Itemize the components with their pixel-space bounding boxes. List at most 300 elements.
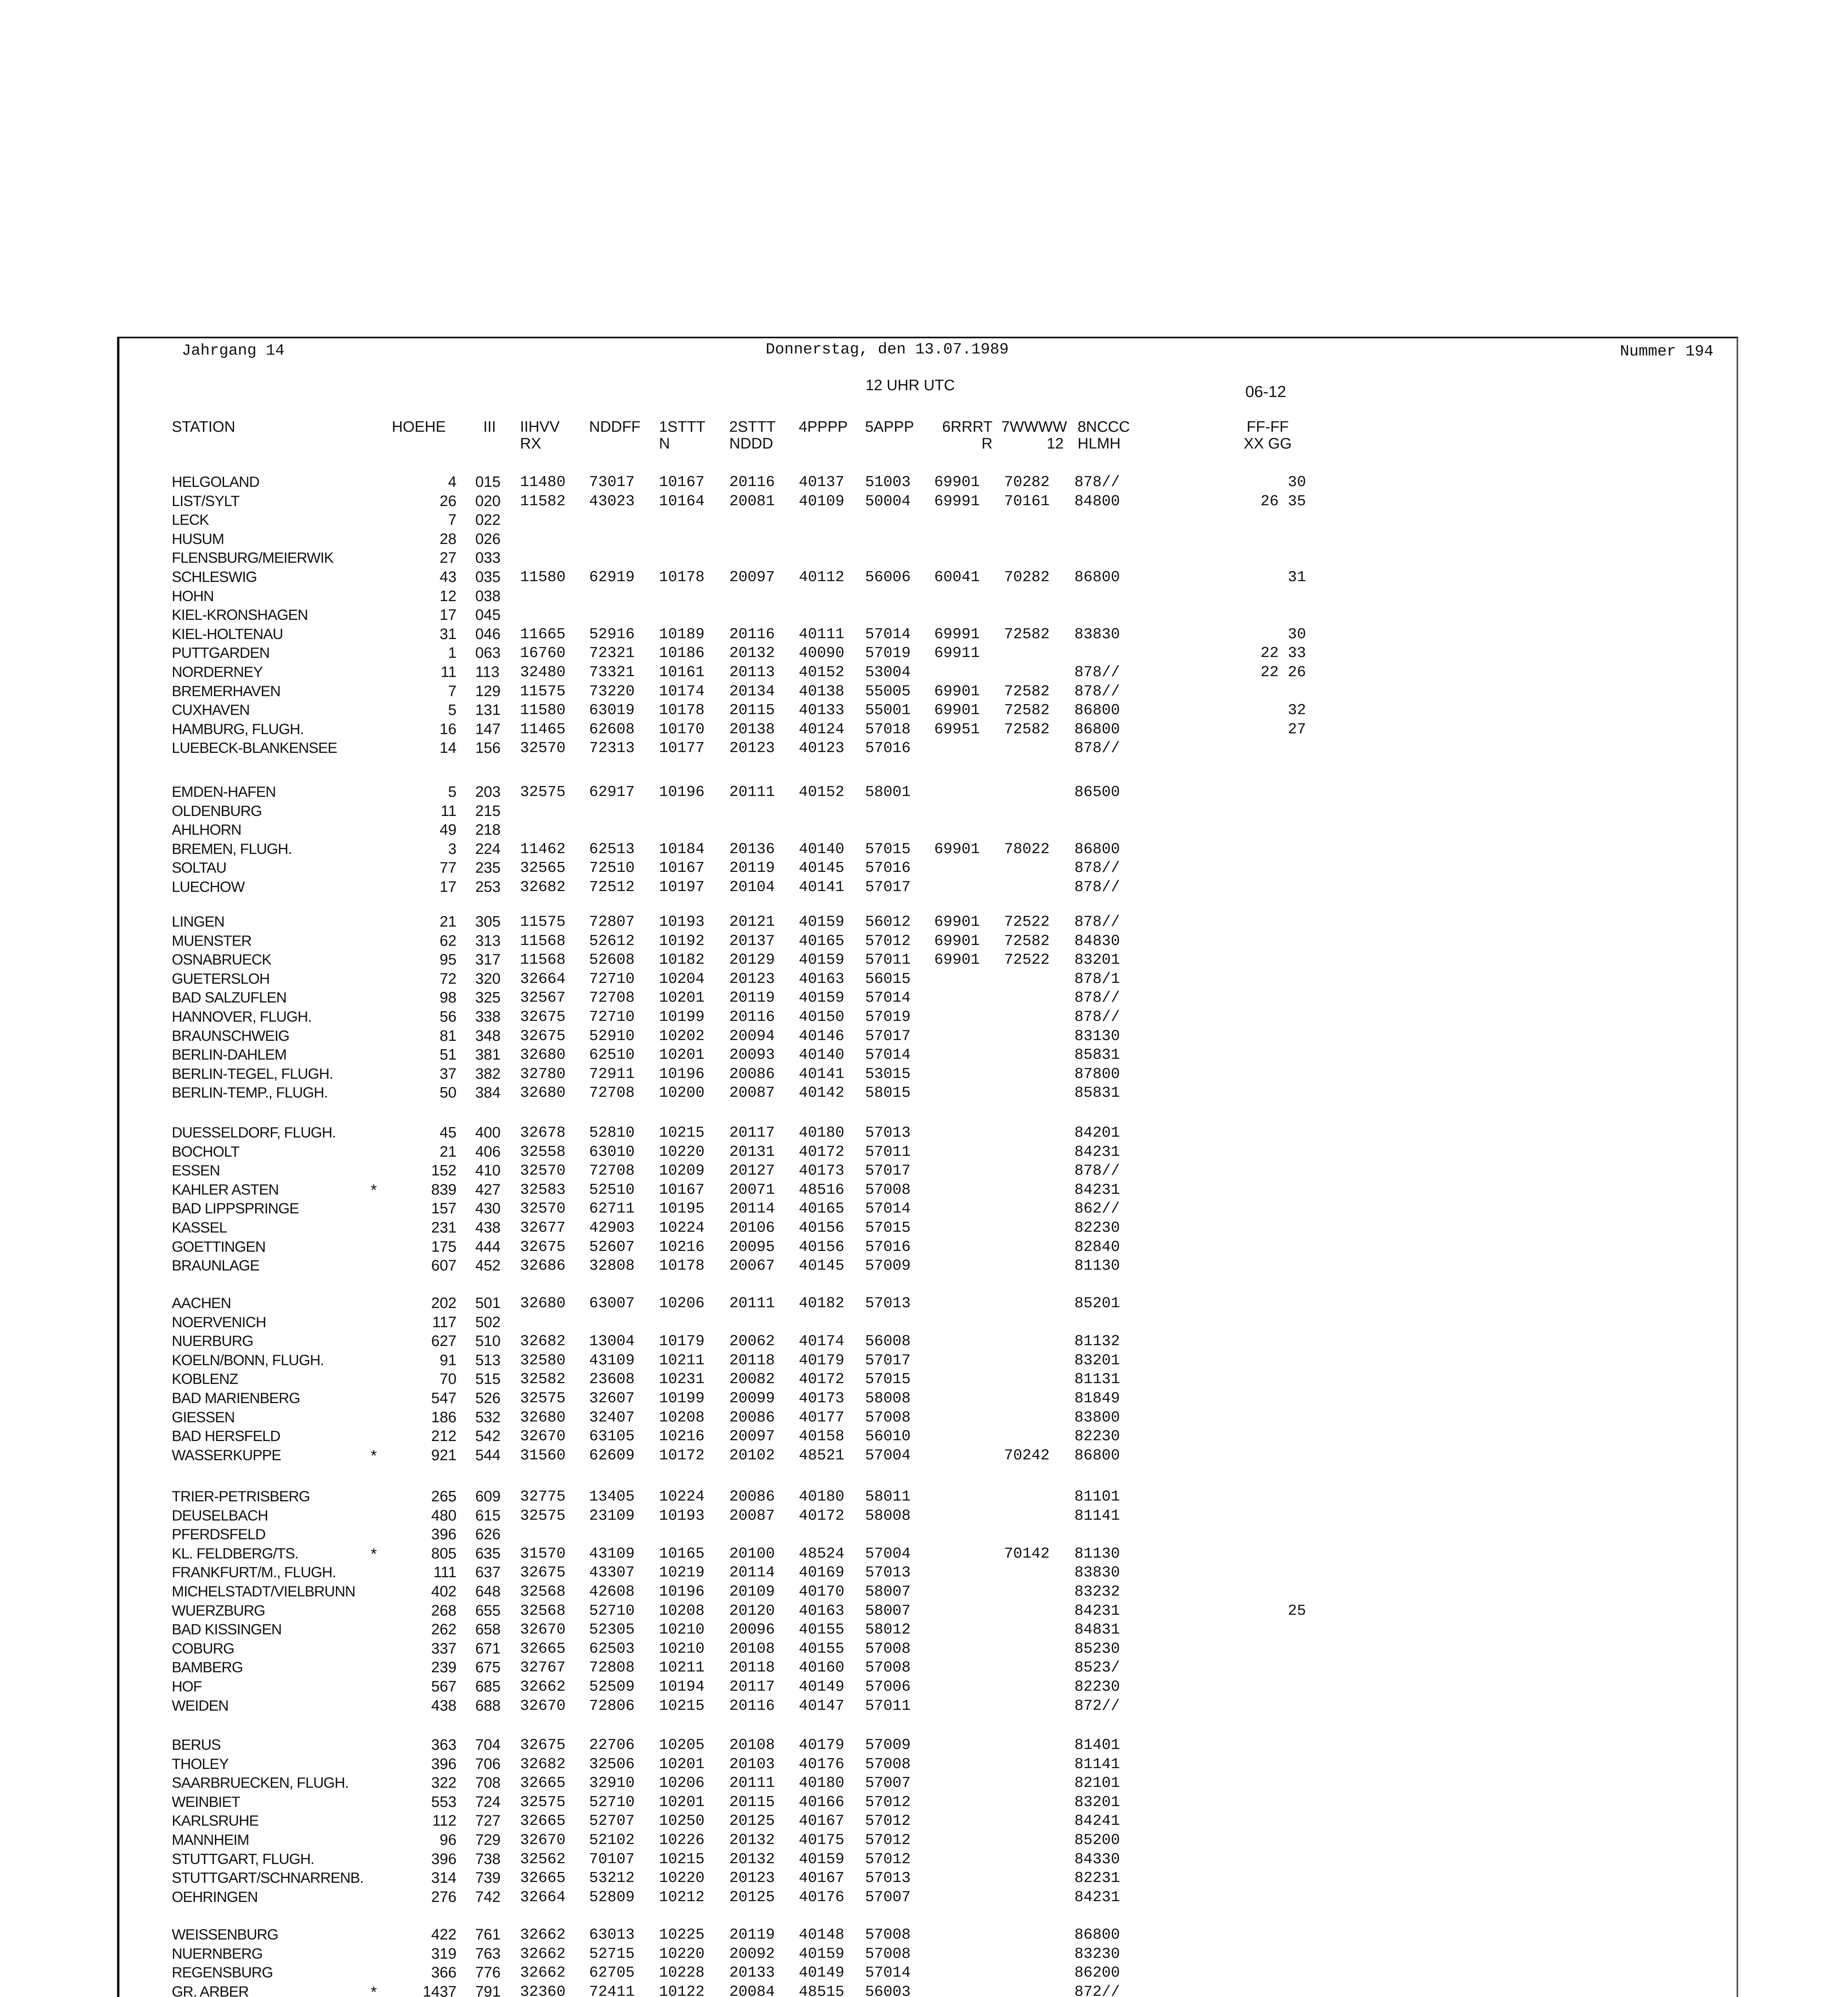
synop-group-2: 52305	[589, 1621, 635, 1639]
synop-group-5: 40111	[799, 625, 845, 643]
station-name: COBURG	[172, 1640, 234, 1657]
synop-group-9: 81131	[1074, 1371, 1120, 1388]
station-name: KOBLENZ	[172, 1371, 238, 1388]
synop-group-3: 10170	[659, 721, 705, 738]
synop-group-6: 57017	[865, 1162, 911, 1180]
synop-group-4: 20113	[729, 664, 775, 681]
synop-group-1: 32567	[520, 989, 566, 1007]
synop-group-5: 40142	[799, 1084, 845, 1102]
synop-group-2: 42903	[589, 1219, 635, 1237]
synop-group-1: 32675	[520, 1008, 566, 1026]
synop-group-4: 20138	[729, 721, 775, 738]
synop-group-3: 10182	[659, 951, 705, 969]
synop-group-3: 10196	[659, 784, 705, 801]
synop-group-3: 10220	[659, 1143, 705, 1161]
synop-group-4: 20129	[729, 951, 775, 969]
synop-group-4: 20119	[729, 860, 775, 877]
synop-group-5: 40133	[799, 702, 845, 719]
table-row	[0, 1640, 1598, 1660]
synop-group-6: 57012	[865, 1812, 911, 1830]
station-height: 547	[431, 1390, 457, 1407]
synop-group-3: 10224	[659, 1488, 705, 1505]
synop-group-6: 57011	[865, 951, 911, 969]
synop-group-4: 20082	[729, 1371, 775, 1388]
station-height: 438	[431, 1697, 457, 1714]
station-name: STUTTGART, FLUGH.	[172, 1850, 314, 1867]
station-height: 337	[431, 1640, 457, 1657]
synop-group-2: 32910	[589, 1775, 635, 1792]
station-name: BERLIN-TEGEL, FLUGH.	[172, 1065, 333, 1082]
table-row	[0, 645, 1598, 664]
synop-group-2: 72321	[589, 645, 635, 662]
synop-group-9: 86800	[1074, 702, 1120, 719]
gust-ff: 31	[1288, 569, 1306, 586]
synop-group-6: 58008	[865, 1390, 911, 1407]
station-id: 658	[475, 1621, 501, 1638]
station-name: WEISSENBURG	[172, 1926, 278, 1943]
synop-group-3: 10211	[659, 1352, 705, 1369]
synop-group-1: 32678	[520, 1124, 566, 1141]
synop-group-1: 32682	[520, 1755, 566, 1773]
synop-group-6: 57014	[865, 625, 911, 643]
synop-group-6: 57007	[865, 1775, 911, 1792]
station-id: 022	[475, 512, 501, 529]
group7-header: 6RRRT R	[942, 419, 992, 452]
synop-group-2: 23608	[589, 1371, 635, 1388]
synop-group-6: 57013	[865, 1870, 911, 1887]
synop-group-5: 40141	[799, 1065, 845, 1083]
group9-header: 8NCCC HLMH	[1078, 419, 1130, 452]
table-row	[0, 1390, 1598, 1409]
synop-group-5: 40140	[799, 1046, 845, 1064]
synop-group-2: 62919	[589, 569, 635, 586]
synop-group-3: 10186	[659, 645, 705, 662]
group6-header: 5APPP	[865, 419, 914, 435]
station-height: 231	[431, 1219, 457, 1236]
station-id: 791	[475, 1983, 501, 1997]
hoehe-header: HOEHE	[392, 419, 446, 435]
table-row	[0, 1143, 1598, 1163]
table-row	[0, 1545, 1598, 1564]
table-row	[0, 1066, 1598, 1085]
synop-group-1: 32670	[520, 1428, 566, 1445]
synop-group-6: 57009	[865, 1257, 911, 1275]
synop-group-2: 72808	[589, 1659, 635, 1677]
table-row	[0, 951, 1598, 971]
synop-group-6: 57012	[865, 932, 911, 950]
synop-group-1: 11462	[520, 840, 566, 858]
station-name: BAD SALZUFLEN	[172, 989, 287, 1006]
synop-group-4: 20109	[729, 1583, 775, 1600]
synop-group-5: 40112	[799, 569, 845, 586]
gust-ff: 22 33	[1260, 645, 1306, 662]
synop-group-5: 40179	[799, 1737, 845, 1754]
station-name: GR. ARBER	[172, 1983, 249, 1997]
station-name: GOETTINGEN	[172, 1238, 266, 1255]
station-id: 635	[475, 1545, 501, 1562]
station-height: 45	[439, 1124, 457, 1141]
table-row	[0, 1602, 1598, 1622]
table-row	[0, 1124, 1598, 1143]
table-row	[0, 1697, 1598, 1717]
station-height: 268	[431, 1602, 457, 1619]
synop-group-9: 83230	[1074, 1945, 1120, 1963]
station-height: 7	[448, 512, 457, 529]
synop-group-3: 10200	[659, 1084, 705, 1102]
table-row	[0, 1239, 1598, 1258]
table-row	[0, 588, 1598, 607]
synop-group-9: 84830	[1074, 932, 1120, 950]
synop-group-7: 69911	[934, 645, 980, 662]
synop-group-6: 57008	[865, 1659, 911, 1677]
synop-group-4: 20099	[729, 1390, 775, 1407]
station-id: 020	[475, 492, 501, 510]
synop-group-8: 72582	[1004, 721, 1050, 738]
synop-group-1: 32670	[520, 1832, 566, 1849]
synop-group-9: 82230	[1074, 1678, 1120, 1695]
synop-group-1: 32575	[520, 784, 566, 801]
synop-group-3: 10167	[659, 474, 705, 491]
synop-group-3: 10197	[659, 879, 705, 896]
synop-group-6: 58015	[865, 1084, 911, 1102]
synop-group-9: 86800	[1074, 721, 1120, 738]
synop-group-9: 85831	[1074, 1084, 1120, 1102]
table-row	[0, 512, 1598, 531]
station-name: STUTTGART/SCHNARRENB.	[172, 1870, 363, 1886]
synop-group-9: 86800	[1074, 569, 1120, 586]
synop-group-3: 10215	[659, 1850, 705, 1868]
table-row	[0, 1737, 1598, 1756]
synop-group-5: 40141	[799, 879, 845, 896]
synop-group-5: 40137	[799, 474, 845, 491]
synop-group-1: 32360	[520, 1983, 566, 1997]
synop-group-2: 73321	[589, 664, 635, 681]
synop-group-9: 87800	[1074, 1065, 1120, 1083]
synop-group-5: 40156	[799, 1238, 845, 1256]
table-row	[0, 1162, 1598, 1181]
synop-group-5: 40159	[799, 1945, 845, 1963]
synop-group-8: 70242	[1004, 1447, 1050, 1464]
station-height: 212	[431, 1428, 457, 1445]
station-height: 4	[448, 474, 457, 490]
station-id: 708	[475, 1775, 501, 1792]
synop-group-2: 52810	[589, 1124, 635, 1141]
synop-group-9: 86800	[1074, 840, 1120, 858]
synop-group-6: 57006	[865, 1678, 911, 1695]
synop-group-5: 40180	[799, 1775, 845, 1792]
station-name: KIEL-HOLTENAU	[172, 625, 283, 642]
synop-group-5: 40123	[799, 740, 845, 757]
table-row	[0, 1678, 1598, 1697]
synop-group-3: 10201	[659, 1755, 705, 1773]
station-height: 14	[439, 740, 457, 757]
table-row	[0, 1775, 1598, 1794]
synop-group-1: 32580	[520, 1352, 566, 1369]
synop-group-6: 56008	[865, 1333, 911, 1350]
synop-group-5: 40163	[799, 1602, 845, 1620]
synop-group-4: 20132	[729, 1850, 775, 1868]
synop-group-3: 10211	[659, 1659, 705, 1677]
table-row	[0, 1314, 1598, 1333]
table-row	[0, 550, 1598, 569]
table-row	[0, 1181, 1598, 1201]
synop-group-4: 20137	[729, 932, 775, 950]
station-id: 739	[475, 1870, 501, 1887]
synop-group-4: 20097	[729, 1428, 775, 1445]
station-id: 724	[475, 1793, 501, 1810]
synop-group-6: 57008	[865, 1755, 911, 1773]
station-name: LUEBECK-BLANKENSEE	[172, 740, 337, 756]
synop-group-2: 32607	[589, 1390, 635, 1407]
station-name: LINGEN	[172, 913, 224, 930]
synop-group-7: 60041	[934, 569, 980, 586]
synop-group-3: 10164	[659, 492, 705, 510]
table-row	[0, 1409, 1598, 1428]
table-row	[0, 1219, 1598, 1239]
synop-group-6: 57011	[865, 1697, 911, 1715]
station-height: 21	[439, 1143, 457, 1160]
synop-group-3: 10201	[659, 1793, 705, 1811]
synop-group-1: 32583	[520, 1181, 566, 1199]
issue-date: Donnerstag, den 13.07.1989	[766, 341, 1009, 358]
synop-group-4: 20081	[729, 492, 775, 510]
synop-group-1: 32570	[520, 740, 566, 757]
synop-group-9: 85230	[1074, 1640, 1120, 1658]
station-id: 776	[475, 1964, 501, 1981]
station-height: 51	[439, 1046, 457, 1064]
synop-group-5: 40176	[799, 1755, 845, 1773]
synop-group-5: 40169	[799, 1564, 845, 1582]
station-height: 98	[439, 989, 457, 1006]
mountain-station-mark: *	[371, 1447, 377, 1465]
synop-group-1: 32675	[520, 1027, 566, 1045]
station-name: LUECHOW	[172, 879, 245, 895]
synop-group-2: 62503	[589, 1640, 635, 1658]
synop-group-3: 10179	[659, 1333, 705, 1350]
synop-group-2: 72807	[589, 913, 635, 931]
synop-group-1: 32558	[520, 1143, 566, 1161]
station-height: 276	[431, 1888, 457, 1906]
station-height: 11	[441, 802, 457, 820]
synop-group-2: 72708	[589, 1162, 635, 1180]
station-height: 28	[439, 530, 457, 548]
synop-group-6: 56006	[865, 569, 911, 586]
synop-group-2: 52509	[589, 1678, 635, 1695]
synop-group-1: 32767	[520, 1659, 566, 1677]
synop-group-6: 57013	[865, 1295, 911, 1312]
synop-group-6: 57018	[865, 721, 911, 738]
station-height: 553	[431, 1793, 457, 1810]
table-row	[0, 1507, 1598, 1527]
synop-group-9: 81401	[1074, 1737, 1120, 1754]
synop-group-1: 32570	[520, 1200, 566, 1218]
table-row	[0, 474, 1598, 493]
station-name: SCHLESWIG	[172, 569, 257, 585]
synop-group-5: 48524	[799, 1545, 845, 1562]
table-row	[0, 1371, 1598, 1390]
station-name: MUENSTER	[172, 932, 252, 949]
synop-group-3: 10228	[659, 1964, 705, 1982]
synop-group-1: 32680	[520, 1409, 566, 1426]
synop-group-1: 32565	[520, 860, 566, 877]
synop-group-5: 40145	[799, 860, 845, 877]
synop-group-4: 20111	[729, 1295, 775, 1312]
gust-ff: 26 35	[1260, 492, 1306, 510]
station-height: 265	[431, 1488, 457, 1505]
synop-group-5: 48516	[799, 1181, 845, 1199]
station-name: CUXHAVEN	[172, 702, 250, 719]
synop-group-9: 84831	[1074, 1621, 1120, 1639]
synop-group-9: 83830	[1074, 1564, 1120, 1582]
station-id: 131	[475, 702, 501, 719]
synop-group-6: 58007	[865, 1602, 911, 1620]
synop-group-9: 84231	[1074, 1888, 1120, 1906]
station-height: 21	[439, 913, 457, 930]
synop-group-2: 52707	[589, 1812, 635, 1830]
station-id: 305	[475, 913, 501, 930]
synop-group-2: 72512	[589, 879, 635, 896]
station-id: 317	[475, 951, 501, 969]
synop-group-1: 32662	[520, 1945, 566, 1963]
synop-group-5: 40159	[799, 951, 845, 969]
table-row	[0, 933, 1598, 952]
synop-group-5: 40090	[799, 645, 845, 662]
synop-group-5: 40167	[799, 1812, 845, 1830]
synop-group-2: 52710	[589, 1602, 635, 1620]
synop-group-1: 32662	[520, 1926, 566, 1943]
synop-group-9: 872//	[1074, 1697, 1120, 1715]
station-name: KAHLER ASTEN	[172, 1181, 279, 1198]
station-id: 033	[475, 550, 501, 567]
synop-group-3: 10215	[659, 1124, 705, 1141]
station-height: 117	[432, 1314, 457, 1331]
table-row	[0, 803, 1598, 822]
synop-group-5: 40176	[799, 1888, 845, 1906]
synop-group-9: 862//	[1074, 1200, 1120, 1218]
table-row	[0, 664, 1598, 683]
synop-group-4: 20093	[729, 1046, 775, 1064]
station-height: 627	[431, 1333, 457, 1350]
synop-group-5: 40109	[799, 492, 845, 510]
station-height: 17	[439, 879, 457, 895]
station-height: 1437	[423, 1983, 457, 1997]
synop-group-3: 10226	[659, 1832, 705, 1849]
synop-group-2: 52102	[589, 1832, 635, 1849]
synop-group-4: 20119	[729, 1926, 775, 1943]
synop-group-2: 52916	[589, 625, 635, 643]
station-height: 26	[439, 492, 457, 510]
synop-group-4: 20123	[729, 740, 775, 757]
station-id: 510	[475, 1333, 501, 1350]
synop-group-6: 57017	[865, 1352, 911, 1369]
synop-group-1: 11568	[520, 932, 566, 950]
synop-group-6: 50004	[865, 492, 911, 510]
synop-group-3: 10192	[659, 932, 705, 950]
station-name: PUTTGARDEN	[172, 645, 270, 661]
synop-group-4: 20095	[729, 1238, 775, 1256]
table-row	[0, 1488, 1598, 1507]
synop-group-4: 20117	[729, 1678, 775, 1695]
synop-group-4: 20119	[729, 989, 775, 1007]
synop-group-8: 72582	[1004, 702, 1050, 719]
synop-group-2: 62917	[589, 784, 635, 801]
table-row	[0, 913, 1598, 933]
station-height: 70	[439, 1371, 457, 1388]
synop-group-9: 85831	[1074, 1046, 1120, 1064]
synop-group-1: 32677	[520, 1219, 566, 1237]
station-height: 805	[431, 1545, 457, 1562]
synop-group-9: 83201	[1074, 1793, 1120, 1811]
station-id: 406	[475, 1143, 501, 1160]
station-height: 72	[439, 970, 457, 987]
synop-group-9: 83830	[1074, 625, 1120, 643]
synop-group-3: 10220	[659, 1945, 705, 1963]
synop-group-3: 10122	[659, 1983, 705, 1997]
synop-group-5: 40124	[799, 721, 845, 738]
station-id: 430	[475, 1200, 501, 1217]
synop-group-6: 57009	[865, 1737, 911, 1754]
synop-group-9: 878//	[1074, 1008, 1120, 1026]
synop-group-2: 62711	[589, 1200, 635, 1218]
station-name: BAMBERG	[172, 1659, 243, 1676]
synop-group-2: 62608	[589, 721, 635, 738]
synop-group-4: 20108	[729, 1640, 775, 1658]
synop-group-1: 11575	[520, 913, 566, 931]
synop-group-6: 56003	[865, 1983, 911, 1997]
synop-group-4: 20102	[729, 1447, 775, 1464]
station-name: KOELN/BONN, FLUGH.	[172, 1352, 324, 1368]
synop-group-3: 10216	[659, 1238, 705, 1256]
synop-group-9: 84231	[1074, 1602, 1120, 1620]
synop-group-3: 10201	[659, 1046, 705, 1064]
synop-group-4: 20087	[729, 1507, 775, 1525]
station-name: NUERNBERG	[172, 1945, 263, 1962]
station-name: BAD KISSINGEN	[172, 1621, 282, 1638]
station-name: DEUSELBACH	[172, 1507, 268, 1524]
synop-group-9: 84231	[1074, 1143, 1120, 1161]
table-row	[0, 607, 1598, 626]
station-height: 1	[448, 645, 457, 662]
synop-group-7: 69991	[934, 492, 980, 510]
gust-ff: 25	[1288, 1602, 1306, 1620]
synop-group-3: 10193	[659, 913, 705, 931]
station-id: 038	[475, 588, 501, 605]
synop-group-1: 11480	[520, 474, 566, 491]
synop-group-3: 10210	[659, 1621, 705, 1639]
synop-group-2: 72710	[589, 970, 635, 988]
station-height: 81	[439, 1027, 457, 1044]
synop-group-7: 69901	[934, 683, 980, 700]
table-row	[0, 1428, 1598, 1447]
synop-group-8: 78022	[1004, 840, 1050, 858]
synop-group-5: 40172	[799, 1507, 845, 1525]
station-id: 626	[475, 1526, 501, 1543]
synop-group-1: 32670	[520, 1621, 566, 1639]
synop-group-7: 69901	[934, 932, 980, 950]
station-name: WEIDEN	[172, 1697, 228, 1714]
synop-group-6: 57019	[865, 645, 911, 662]
synop-group-6: 56015	[865, 970, 911, 988]
synop-group-6: 57004	[865, 1545, 911, 1562]
station-id: 615	[475, 1507, 501, 1524]
table-row	[0, 531, 1598, 550]
synop-group-2: 72510	[589, 860, 635, 877]
station-height: 175	[431, 1238, 457, 1255]
synop-group-8: 72582	[1004, 932, 1050, 950]
synop-group-3: 10178	[659, 1257, 705, 1275]
synop-group-1: 16760	[520, 645, 566, 662]
group2-header: NDDFF	[589, 419, 641, 435]
